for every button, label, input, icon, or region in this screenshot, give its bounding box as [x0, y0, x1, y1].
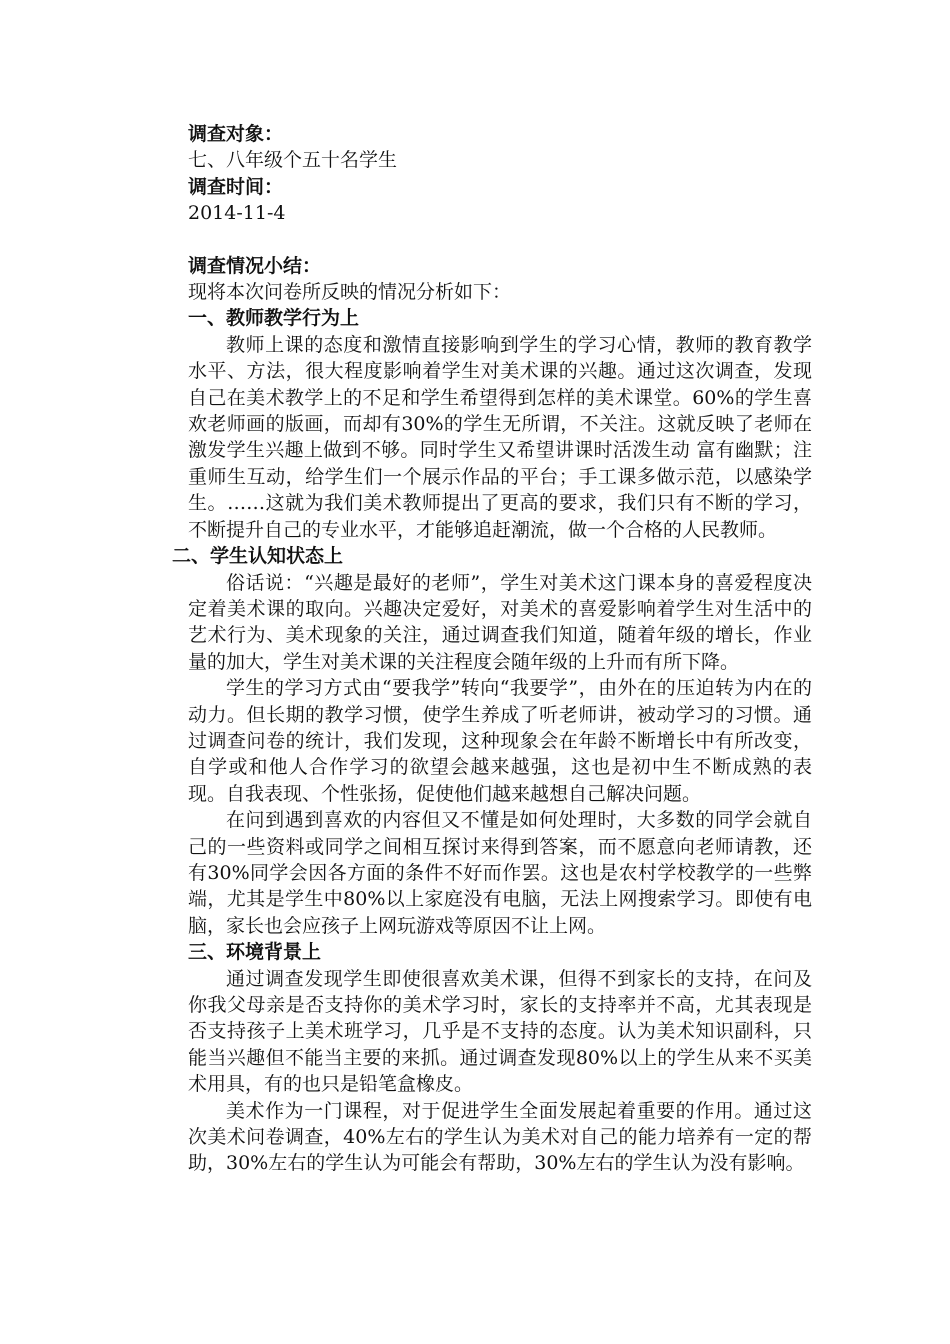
section-paragraph: 俗话说：“兴趣是最好的老师”，学生对美术这门课本身的喜爱程度决定着美术课的取向。兴趣决定爱好，对美术的喜爱影响着学生对生活中的艺术行为、美术现象的关注，通过调查我们知道，随着年级的增长，作业量的加大，学生对美术课的关注程度会随年级的上升而有所下降。 [188, 571, 812, 673]
section-heading-environment: 三、环境背景上 [188, 941, 322, 964]
summary-title: 调查情况小结： [188, 254, 322, 277]
document-body [172, 121, 812, 1177]
section-paragraph: 通过调查发现学生即使很喜欢美术课，但得不到家长的支持，在问及你我父母亲是否支持你的美术学习时，家长的支持率并不高，尤其表现是否支持孩子上美术班学习，几乎是不支持的态度。认为美术知识副科，只能当兴趣但不能当主要的来抓。通过调查发现80%以上的学生从来不买美术用具，有的也只是铅笔盒橡皮。 [188, 967, 812, 1096]
survey-target-value: 七、八年级个五十名学生 [188, 149, 398, 172]
survey-target-label: 调查对象： [188, 123, 284, 145]
section-paragraph: 教师上课的态度和激情直接影响到学生的学习心情，教师的教育教学水平、方法，很大程度影响着学生对美术课的兴趣。通过这次调查，发现自己在美术教学上的不足和学生希望得到怎样的美术课堂。60%的学生喜欢老师画的版画，而却有30%的学生无所谓，不关注。这就反映了老师在激发学生兴趣上做到不够。同时学生又希望讲课时活泼生动 富有幽默；注重师生互动，给学生们一个展示作品的平台；手工课多做示范，以感染学生。……这就为我们美术教师提出了更高的要求，我们只有不断的学习，不断提升自己的专业水平，才能够追赶潮流，做一个合格的人民教师。 [188, 333, 812, 541]
summary-intro: 现将本次问卷所反映的情况分析如下： [188, 281, 512, 304]
survey-time-label: 调查时间： [188, 175, 284, 198]
section-paragraph: 在问到遇到喜欢的内容但又不懂是如何处理时，大多数的同学会就自己的一些资料或同学之间相互探讨来得到答案，而不愿意向老师请教，还有30%同学会因各方面的条件不好而作罢。这也是农村学校教学的一些弊端，尤其是学生中80%以上家庭没有电脑，无法上网搜索学习。即使有电脑，家长也会应孩子上网玩游戏等原因不让上网。 [188, 809, 812, 937]
section-heading-student: 二、学生认知状态上 [172, 545, 344, 568]
section-paragraph: 美术作为一门课程，对于促进学生全面发展起着重要的作用。通过这次美术问卷调查，40%左右的学生认为美术对自己的能力培养有一定的帮助，30%左右的学生认为可能会有帮助，30%左右的学生认为没有影响。 [188, 1099, 812, 1175]
blank-line [188, 227, 812, 253]
section-heading-teacher: 一、教师教学行为上 [188, 307, 360, 330]
survey-time-value: 2014-11-4 [188, 202, 286, 225]
section-paragraph: 学生的学习方式由“要我学”转向“我要学”，由外在的压迫转为内在的动力。但长期的教学习惯，使学生养成了听老师讲，被动学习的习惯。通过调查问卷的统计，我们发现，这种现象会在年龄不断增长中有所改变，自学或和他人合作学习的欲望会越来越强，这也是初中生不断成熟的表现。自我表现、个性张扬，促使他们越来越想自己解决问题。 [188, 677, 812, 805]
